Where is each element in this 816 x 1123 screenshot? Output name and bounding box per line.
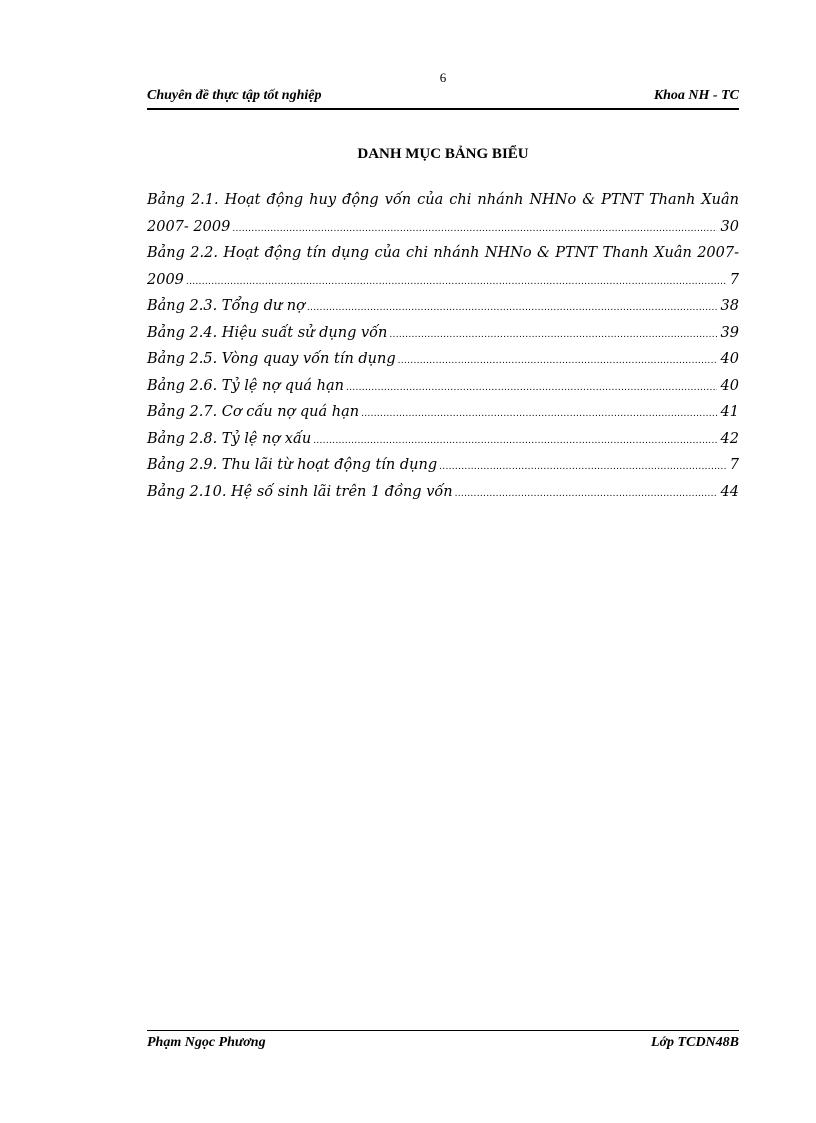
dot-leader — [313, 428, 716, 455]
header-document-type: Chuyên đề thực tập tốt nghiệp — [147, 88, 322, 103]
toc-entry-3[interactable] — [147, 293, 739, 320]
page-footer — [147, 1030, 739, 1055]
dot-leader — [398, 348, 717, 375]
toc-entry-label: Bảng 2.8. Tỷ lệ nợ xấu — [147, 430, 312, 447]
toc-entry-4[interactable] — [147, 320, 739, 347]
toc-entry-page: 41 — [720, 404, 739, 420]
toc-entry-page: 7 — [729, 457, 739, 473]
page-header — [147, 88, 739, 110]
toc-entry-page: 38 — [720, 298, 739, 314]
dot-leader — [307, 295, 717, 322]
toc-entry-label: Bảng 2.4. Hiệu suất sử dụng vốn — [147, 324, 388, 341]
footer-class: Lớp TCDN48B — [650, 1035, 739, 1050]
toc-entry-9[interactable] — [147, 452, 739, 479]
toc-entry-2-line1: Bảng 2.2. Hoạt động tín dụng của chi nhánh NHNo & PTNT Thanh Xuân 2007- — [147, 245, 739, 261]
dot-leader — [455, 481, 717, 508]
toc-entry-page: 40 — [720, 351, 739, 367]
toc-entry-label: Bảng 2.3. Tổng dư nợ — [147, 298, 305, 314]
toc-entry-7[interactable] — [147, 399, 739, 426]
dot-leader — [361, 401, 716, 428]
toc-entry-page: 30 — [720, 218, 739, 235]
toc-entry-5[interactable] — [147, 346, 739, 373]
toc-entry-6[interactable] — [147, 373, 739, 400]
toc-entry-label: 2007- 2009 — [147, 218, 231, 235]
toc-entry-page: 42 — [720, 430, 739, 447]
toc-entry-page: 44 — [720, 483, 739, 500]
toc-entry-1-line1: Bảng 2.1. Hoạt động huy động vốn của chi nhánh NHNo & PTNT Thanh Xuân — [147, 192, 739, 208]
toc-entry-label: Bảng 2.5. Vòng quay vốn tín dụng — [147, 351, 396, 367]
dot-leader — [186, 269, 726, 296]
toc-entry-label: Bảng 2.9. Thu lãi từ hoạt động tín dụng — [147, 457, 438, 473]
page-number: 6 — [439, 70, 447, 85]
toc-entry-label: Bảng 2.6. Tỷ lệ nợ quá hạn — [147, 377, 344, 394]
toc-entry-label: Bảng 2.7. Cơ cấu nợ quá hạn — [147, 404, 360, 420]
dot-leader — [346, 375, 717, 402]
header-faculty: Khoa NH - TC — [653, 88, 739, 103]
toc-entry-page: 39 — [720, 324, 739, 341]
dot-leader — [439, 454, 726, 481]
toc-entry-page: 40 — [720, 377, 739, 394]
toc-entry-8[interactable] — [147, 426, 739, 453]
dot-leader — [232, 216, 716, 243]
toc-entry-1[interactable] — [147, 214, 739, 241]
dot-leader — [389, 322, 716, 349]
toc-entry-label: 2009 — [147, 271, 184, 288]
footer-author: Phạm Ngọc Phương — [147, 1035, 266, 1050]
toc-entry-10[interactable] — [147, 479, 739, 506]
page-title: DANH MỤC BẢNG BIỂU — [357, 146, 529, 162]
toc-entry-label: Bảng 2.10. Hệ số sinh lãi trên 1 đồng vốn — [147, 483, 453, 500]
toc-entry-page: 7 — [729, 271, 739, 288]
toc-entry-2[interactable] — [147, 267, 739, 294]
table-list — [147, 187, 739, 505]
